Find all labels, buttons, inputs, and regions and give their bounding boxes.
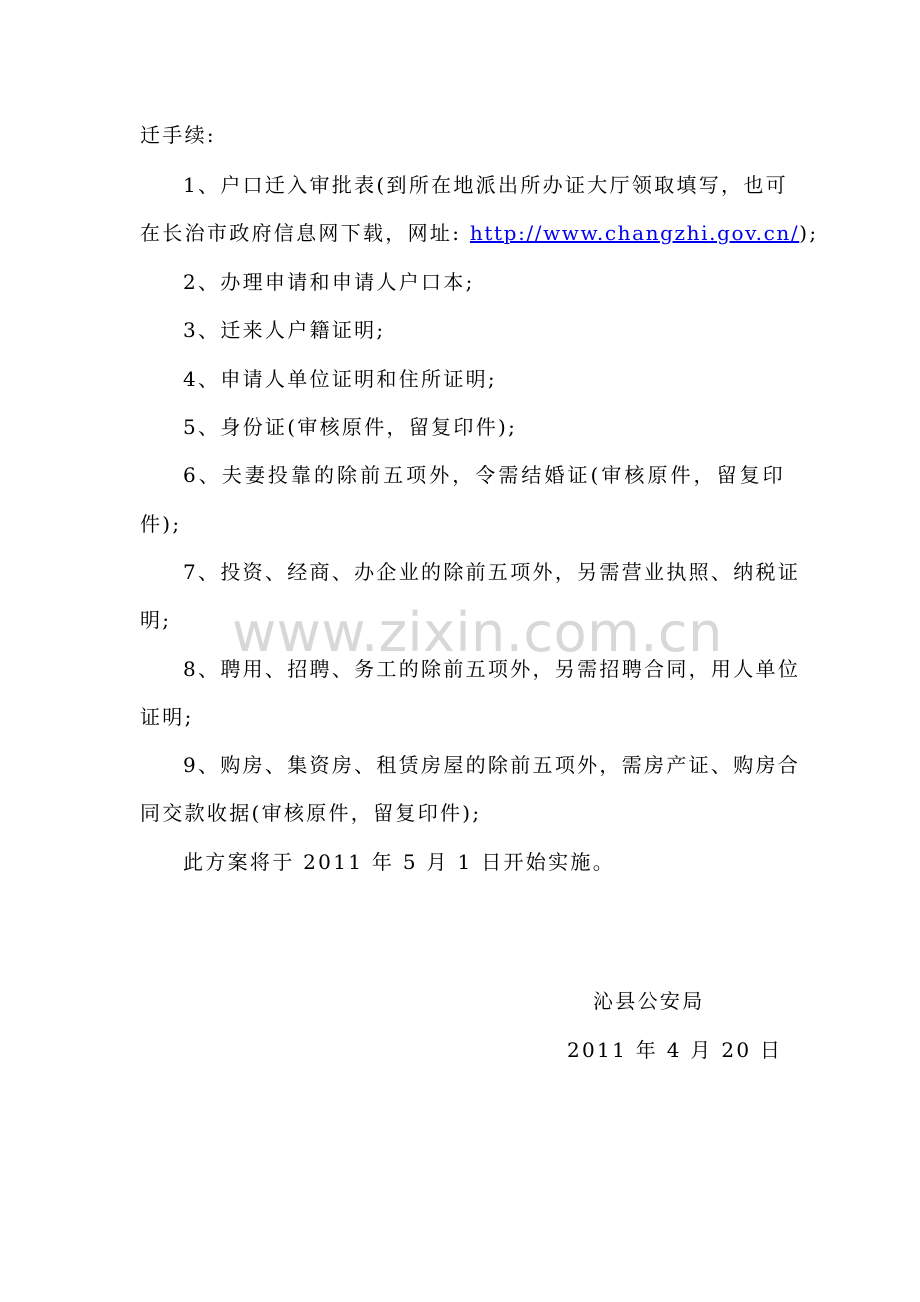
- item-9-line-2: 同交款收据(审核原件，留复印件);: [140, 801, 482, 825]
- item-1-line-2: [140, 220, 819, 246]
- item-4-text: 4、申请人单位证明和住所证明;: [183, 367, 497, 391]
- effective-date-statement: 此方案将于 2011 年 5 月 1 日开始实施。: [183, 850, 615, 874]
- government-website-link[interactable]: http://www.changzhi.gov.cn/: [469, 221, 800, 245]
- issue-date: 2011 年 4 月 20 日: [567, 1038, 783, 1062]
- item-8-line-1: 8、聘用、招聘、务工的除前五项外，另需招聘合同，用人单位: [183, 657, 801, 681]
- issuing-organization: 沁县公安局: [593, 989, 705, 1013]
- item-5-text: 5、身份证(审核原件，留复印件);: [183, 415, 518, 439]
- item-1-line-2-prefix: 在长治市政府信息网下载，网址:: [140, 221, 470, 245]
- item-6-line-2: 件);: [140, 512, 182, 536]
- item-1-line-2-suffix: );: [799, 221, 819, 245]
- item-6-line-1: 6、夫妻投靠的除前五项外，令需结婚证(审核原件，留复印: [183, 463, 785, 487]
- item-8-line-2: 证明;: [140, 705, 194, 729]
- intro-text: 迁手续:: [140, 123, 216, 147]
- watermark: www.zixin.com.cn: [232, 601, 723, 664]
- item-9-line-1: 9、购房、集资房、租赁房屋的除前五项外，需房产证、购房合: [183, 753, 801, 777]
- item-2-text: 2、办理申请和申请人户口本;: [183, 270, 475, 294]
- item-7-line-1: 7、投资、经商、办企业的除前五项外，另需营业执照、纳税证: [183, 560, 801, 584]
- item-3-text: 3、迁来人户籍证明;: [183, 318, 386, 342]
- item-7-line-2: 明;: [140, 608, 172, 632]
- item-1-line-1: 1、户口迁入审批表(到所在地派出所办证大厅领取填写，也可: [183, 173, 788, 197]
